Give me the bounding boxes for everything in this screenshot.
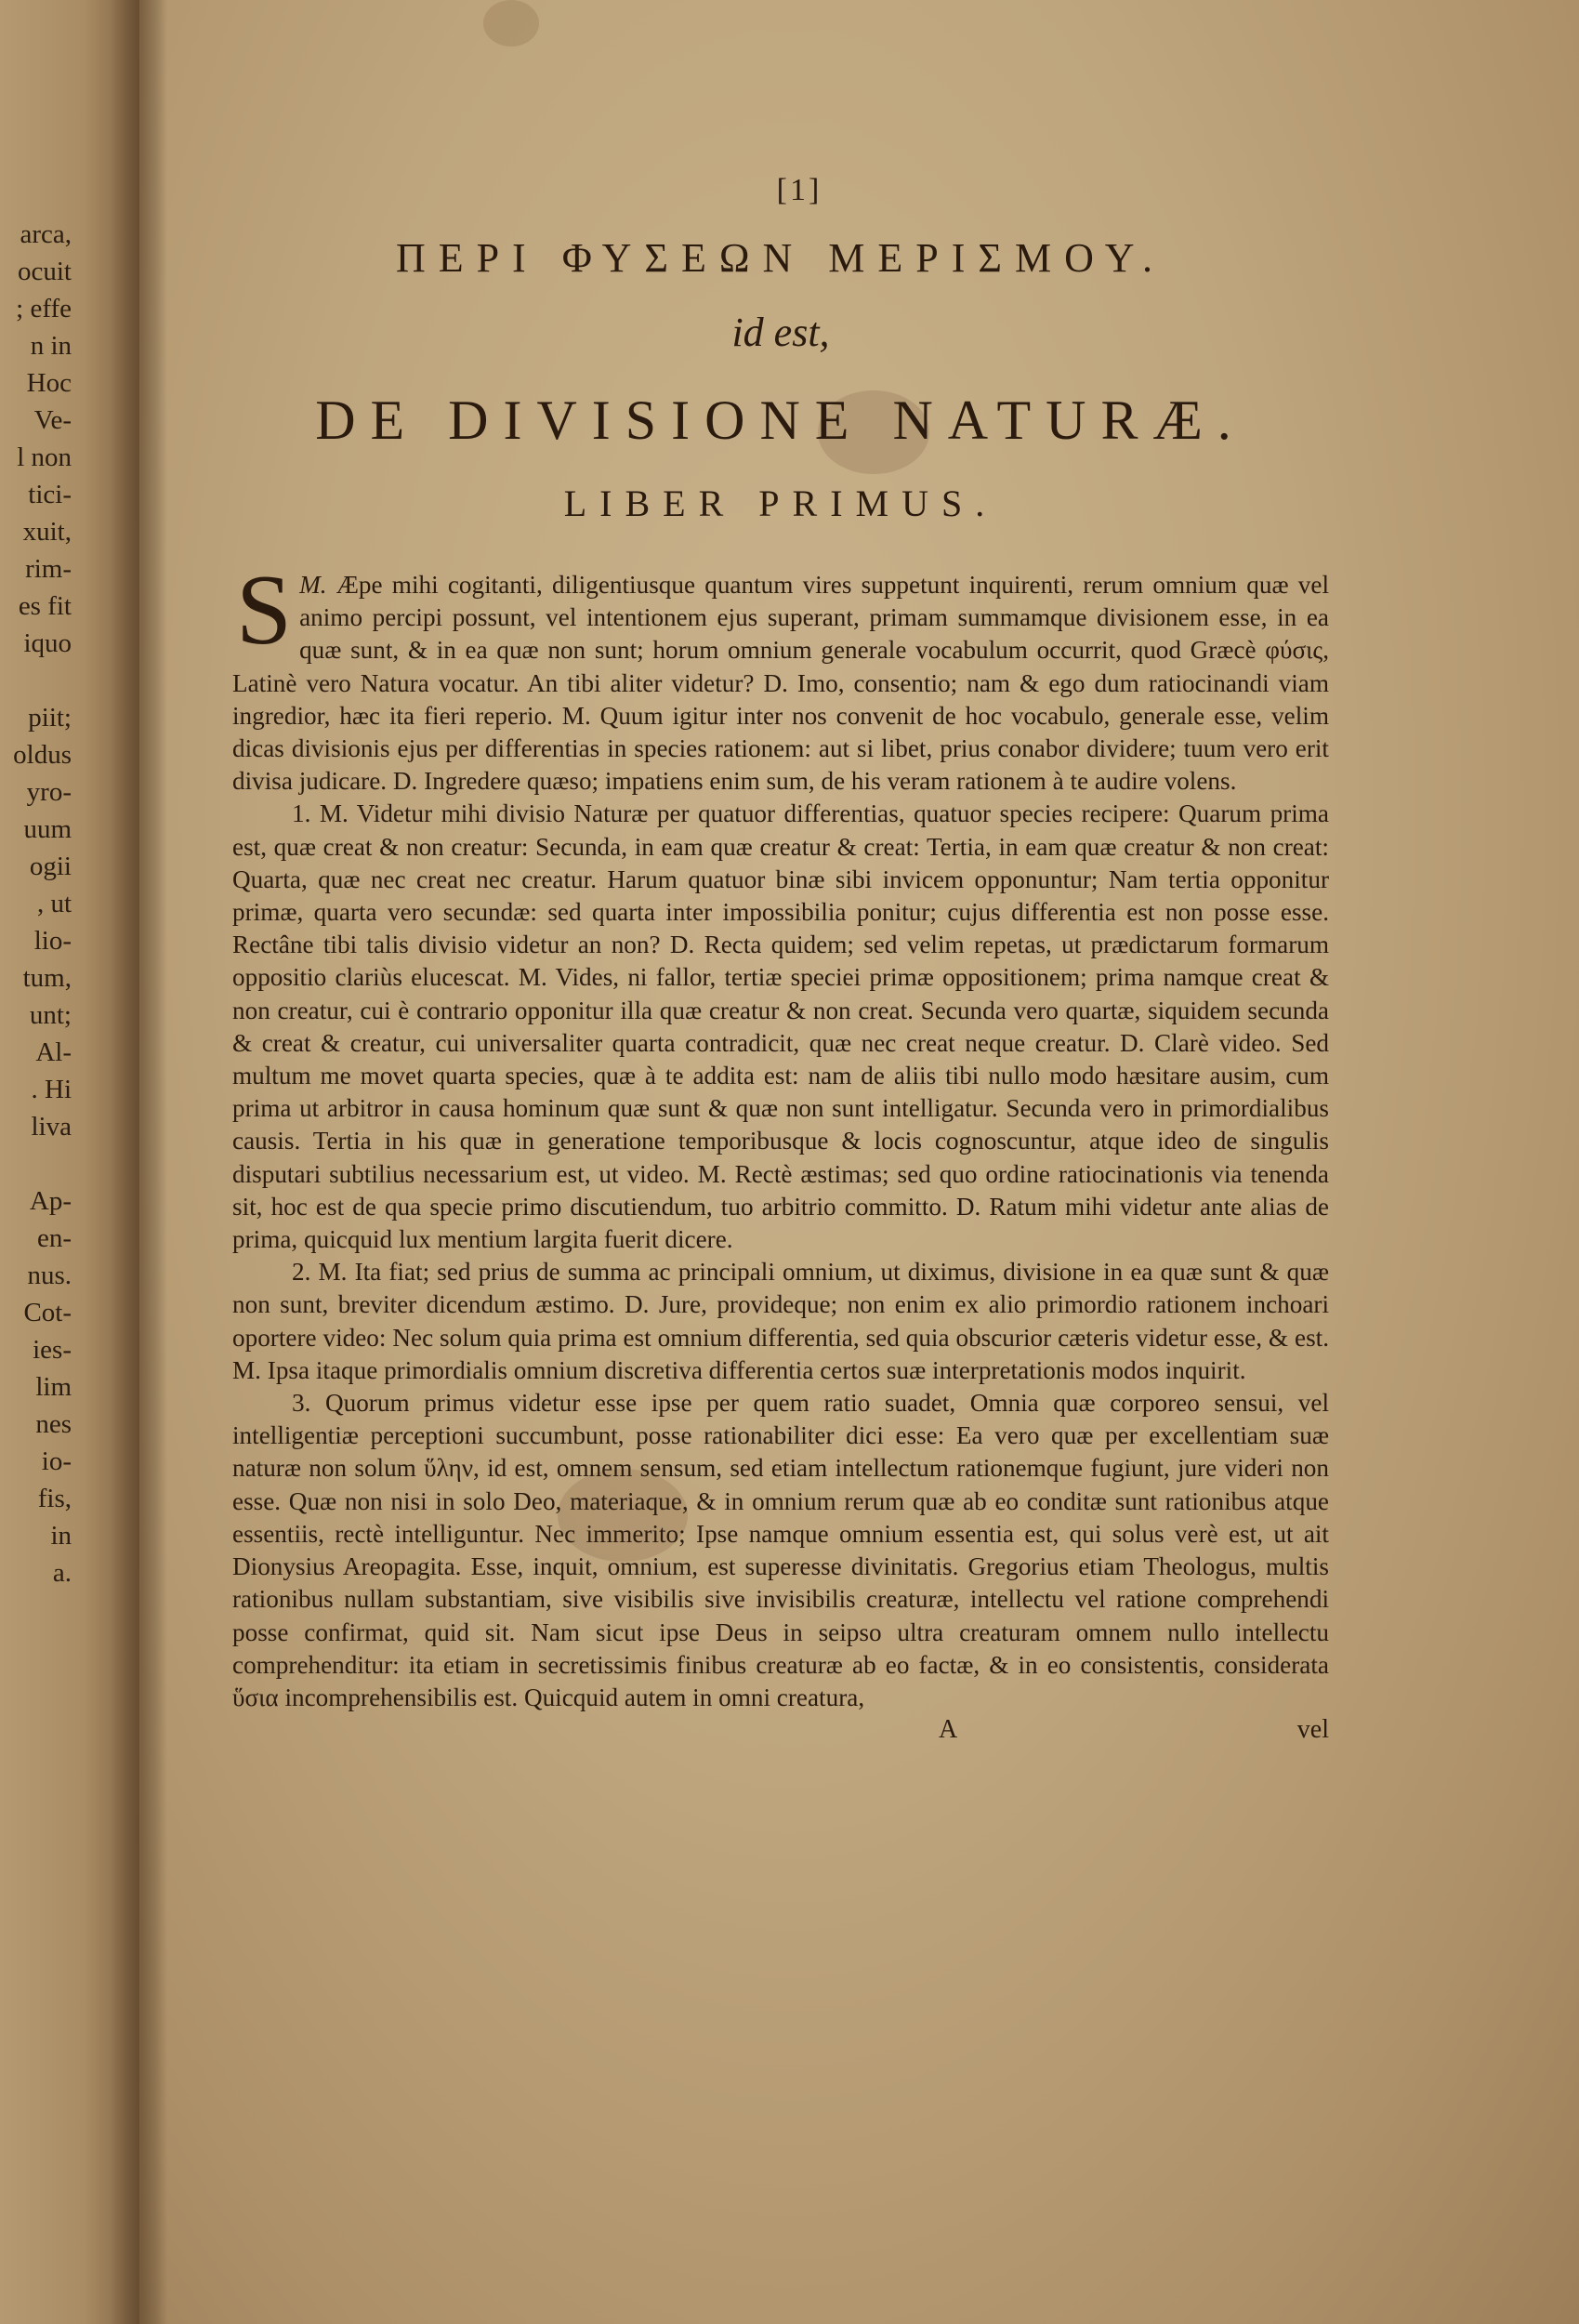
margin-fragment: liva [31, 1112, 72, 1142]
margin-fragment: rim- [25, 554, 72, 584]
subtitle-id-est: id est, [731, 310, 830, 355]
page-content [232, 167, 1329, 1746]
stain-mark [483, 0, 539, 46]
drop-cap: S [236, 555, 293, 666]
signature-mark: A [939, 1715, 958, 1745]
margin-fragment: ocuit [18, 257, 72, 286]
catchword: vel [1296, 1715, 1329, 1745]
margin-fragment: . Hi [31, 1075, 72, 1104]
margin-fragment: arca, [20, 219, 72, 249]
margin-fragment: oldus [13, 740, 72, 770]
margin-fragment: Al- [35, 1037, 72, 1067]
paragraph-2: 2. M. Ita fiat; sed prius de summa ac principali omnium, ut diximus, divisione in ea quæ sunt & quæ non sunt, breviter dicendum æstimo. D. Jure, provideque; non enim ex alio primordio rationem inchoari oportere video: Nec solum quia prima est omnium differentia, sed quia obscurior cæteris videtur esse, & est. M. Ipsa itaque primordialis omnium discretiva differentia certos suæ interpretationis modos inquirit. [232, 1258, 1329, 1384]
main-title: DE DIVISIONE NATURÆ. [315, 390, 1246, 451]
paragraph-3: 3. Quorum primus videtur esse ipse per quem ratio suadet, Omnia quæ corporeo sensui, vel intelligentiæ perceptioni succumbunt, posse rationabiliter dici esse: Ea vero quæ per excellentiam suæ naturæ non solum ὕλην, id est, omnem sensum, sed etiam intellectum rationemque fugiunt, jure videri non esse. Quæ non nisi in solo Deo, materiaque, & in omnium rerum quæ ab eo conditæ sunt rationibus atque essentiis, rectè intelliguntur. Nec immerito; Ipse namque omnium essentia est, qui solus verè est, ut ait Dionysius Areopagita. Esse, inquit, omnium, est superesse divinitatis. Gregorius etiam Theologus, multis rationibus nullam substantiam, sive visibilis sive invisibilis creaturæ, intellectu vel ratione comprehendi posse confirmat, quid sit. Nam sicut ipse Deus in seipso ultra creaturam omnem nullo intellectu comprehenditur: ita etiam in secretissimis finibus creaturæ ab eo factæ, & in eo consistentis, considerata ὕσια incomprehensibilis est. Quicquid autem in omni creatura, [232, 1389, 1329, 1711]
margin-fragment: yro- [26, 777, 72, 807]
margin-fragment [2, 1145, 72, 1182]
margin-fragment: en- [36, 1223, 72, 1253]
page-footer [232, 1714, 1329, 1746]
margin-fragment: xuit, [22, 517, 72, 547]
margin-fragment: ies- [33, 1335, 72, 1365]
margin-fragment: ogii [29, 852, 72, 881]
margin-fragment: tum, [22, 963, 72, 993]
margin-fragment: lim [35, 1372, 72, 1402]
margin-fragment: lio- [33, 926, 72, 956]
margin-fragment: in [50, 1521, 72, 1551]
margin-fragment: a. [52, 1558, 72, 1588]
margin-fragment: Hoc [26, 368, 72, 398]
margin-fragment: piit; [28, 703, 72, 733]
margin-fragment: n in [30, 331, 72, 361]
margin-fragment: Cot- [23, 1298, 72, 1327]
margin-fragment: tici- [28, 480, 72, 509]
margin-fragment [2, 662, 72, 699]
margin-fragment: uum [23, 814, 72, 844]
paragraph-1: 1. M. Videtur mihi divisio Naturæ per quatuor differentias, quatuor species recipere: Quarum prima est, quæ creat & non creatur: Secunda, in eam quæ creatur & creat: Tertia, in eam quæ creatur & non creat: Quarta, quæ nec creat nec creatur. Harum quatuor binæ sibi invicem opponuntur; Nam tertia opponitur primæ, quarta vero secundæ: sed quarta inter impossibilia ponitur; cujus differentia est non posse esse. Rectâne tibi talis divisio videtur an non? D. Recta quidem; sed velim repetas, ut prædictarum formarum oppositio clariùs elucescat. M. Vides, ni fallor, tertiæ speciei primæ oppositionem; prima namque creat & non creatur, cui è contrario opponitur illa quæ creatur & non creat. Secunda vero quartæ, siquidem secunda & creat & creatur, cui universaliter quarta contradicit, quæ nec creat neque creatur. D. Clarè video. Sed multum me movet quarta species, quæ à te addita est: nam de aliis tibi nullo modo hæsitare ausim, cum prima ut arbitror in causa hominum quæ sunt & quæ non sunt intelligatur. Secunda vero in primordialibus causis. Tertia in his quæ in generatione temporibusque & locis cognoscuntur, atque ideo de singulis disputari subtilius necessarium est, ut video. M. Rectè æstimas; sed quo ordine ratiocinationis via tenenda sit, hoc est de qua specie primo discutiendum, tuo arbitrio committo. D. Ratum mihi videtur ante alias de prima, quicquid lux mentium largita fuerit dicere. [232, 799, 1329, 1254]
margin-fragment: nus. [27, 1261, 72, 1290]
facing-page-text-fragments [2, 216, 72, 1591]
paragraph-text: Æpe mihi cogitanti, diligentiusque quantum vires suppetunt inquirenti, rerum omnium quæ vel animo percipi possunt, vel intentionem ejus superant, primam summamque divisionem esse, in ea quæ sunt, & in ea quæ non sunt; horum omnium generale vocabulum occurrit, quod Græcè φύσις, Latinè vero Natura vocatur. An tibi aliter videtur? D. Imo, consentio; nam & ego dum ratiocinandi viam ingredior, hæc ita fieri reperio. M. Quum igitur inter nos convenit de hoc vocabulo, generale esse, velim dicas divisionis ejus per differentias in species rationem: aut si libet, prius conabor dividere; tuum vero erit divisa judicare. D. Ingredere quæso; impatiens enim sum, de his veram rationem à te audire volens. [232, 571, 1329, 796]
binding-fold-shadow [110, 0, 167, 2324]
margin-fragment: es fit [18, 591, 72, 621]
book-heading: LIBER PRIMUS. [563, 482, 998, 524]
greek-title: ΠΕΡΙ ΦΥΣΕΩΝ ΜΕΡΙΣΜΟΥ. [395, 235, 1166, 281]
margin-fragment: iquo [23, 628, 72, 658]
margin-fragment: io- [41, 1446, 72, 1476]
margin-fragment: l non [17, 442, 72, 472]
margin-fragment: ; effe [16, 294, 72, 324]
margin-fragment: Ve- [33, 405, 72, 435]
paragraph-intro [232, 555, 1329, 798]
margin-fragment: fis, [37, 1484, 72, 1513]
page-number: [1] [776, 173, 822, 207]
margin-fragment: , ut [36, 889, 72, 918]
speaker-label: M. [299, 571, 327, 599]
margin-fragment: Ap- [29, 1186, 72, 1216]
margin-fragment: nes [35, 1409, 72, 1439]
body-text [232, 555, 1329, 1714]
margin-fragment: unt; [29, 1000, 72, 1030]
